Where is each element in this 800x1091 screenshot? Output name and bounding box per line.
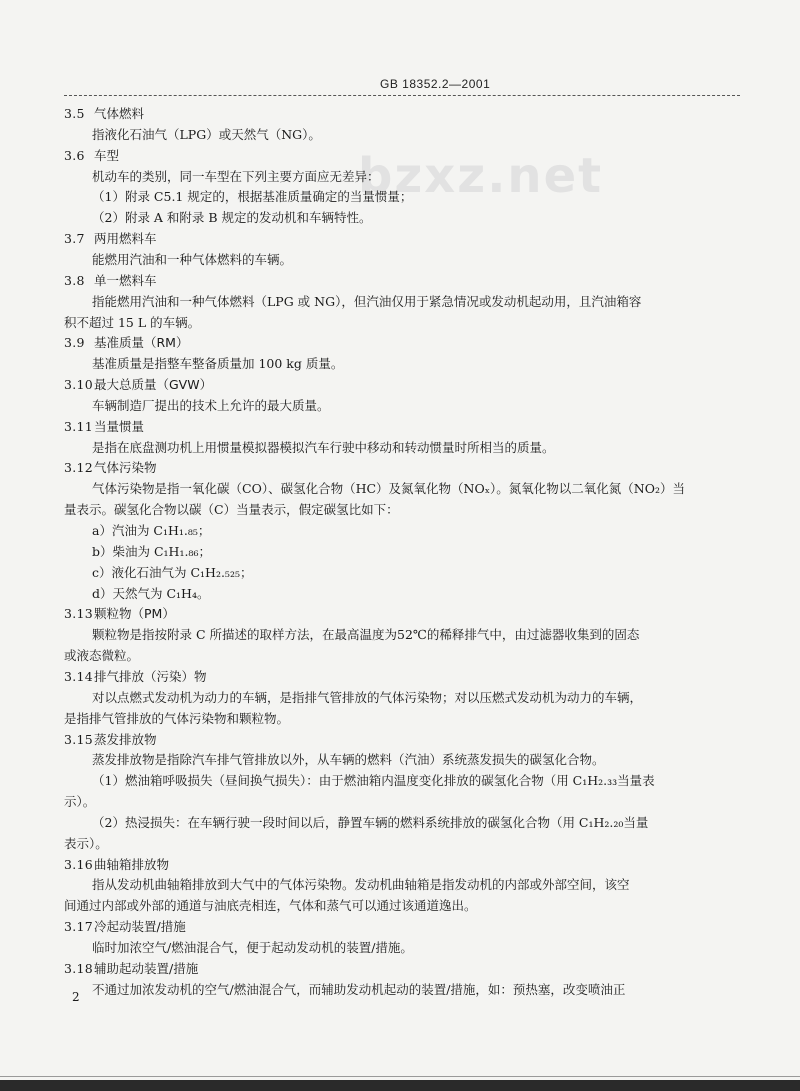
section-title: 气体燃料: [94, 106, 145, 121]
paragraph-line: 基准质量是指整车整备质量加 100 kg 质量。: [92, 356, 344, 372]
paragraph-line: 能燃用汽油和一种气体燃料的车辆。: [92, 251, 293, 267]
paragraph-line: 示）。: [64, 794, 96, 810]
paragraph-line: 颗粒物是指按附录 C 所描述的取样方法，在最高温度为52℃的稀释排气中，由过滤器收集到的固态: [92, 627, 640, 643]
section-number: 3.14: [64, 668, 94, 684]
section-heading: [64, 145, 764, 167]
section-number: 3.5: [64, 106, 85, 121]
section-title: 蒸发排放物: [94, 731, 157, 747]
paragraph-line: 临时加浓空气/燃油混合气，便于起动发动机的装置/措施。: [92, 940, 413, 955]
section-title: 当量惯量: [94, 418, 145, 434]
paragraph-line: 对以点燃式发动机为动力的车辆，是指排气管排放的气体污染物；对以压燃式发动机为动力的车辆，: [92, 689, 643, 705]
section-title: 基准质量（RM）: [94, 335, 189, 351]
paragraph-line: 机动车的类别，同一车型在下列主要方面应无差异：: [92, 168, 380, 184]
section-number: 3.13: [64, 606, 94, 622]
section-title: 排气排放（污染）物: [94, 668, 207, 684]
paragraph-line: （2）附录 A 和附录 B 规定的发动机和车辆特性。: [92, 210, 372, 226]
section-heading: [64, 854, 764, 876]
section-title: 冷起动装置/措施: [94, 919, 186, 935]
section-number: 3.18: [64, 960, 94, 976]
section-title: 两用燃料车: [94, 231, 157, 247]
section-heading: [64, 729, 764, 751]
section-heading: [64, 958, 764, 980]
section-heading: [64, 666, 764, 688]
standard-code: GB 18352.2—2001: [380, 77, 491, 91]
paragraph-line: 是指排气管排放的气体污染物和颗粒物。: [64, 710, 290, 726]
section-heading: [64, 374, 764, 396]
section-title: 单一燃料车: [94, 272, 157, 288]
section-number: 3.17: [64, 919, 94, 935]
paragraph-line: 是指在底盘测功机上用惯量模拟器模拟汽车行驶中移动和转动惯量时所相当的质量。: [92, 439, 555, 455]
page-header: [64, 73, 740, 96]
section-title: 最大总质量（GVW）: [94, 377, 213, 393]
paragraph-line: 蒸发排放物是指除汽车排气管排放以外，从车辆的燃料（汽油）系统蒸发损失的碳氢化合物。: [92, 752, 605, 768]
paragraph-line: 指从发动机曲轴箱排放到大气中的气体污染物。发动机曲轴箱是指发动机的内部或外部空间，该空: [92, 877, 630, 893]
paragraph-line: b）柴油为 C₁H₁.₈₆；: [92, 543, 211, 559]
paragraph-line: 指能燃用汽油和一种气体燃料（LPG 或 NG），但汽油仅用于紧急情况或发动机起动用，且汽油箱容: [92, 293, 642, 309]
section-heading: [64, 457, 764, 479]
section-heading: [64, 416, 764, 438]
paragraph-line: （2）热浸损失：在车辆行驶一段时间以后，静置车辆的燃料系统排放的碳氢化合物（用 C₁H₂.₂₀当量: [92, 814, 649, 830]
section-title: 颗粒物（PM）: [94, 606, 175, 622]
paragraph-line: 积不超过 15 L 的车辆。: [64, 314, 201, 330]
section-heading: [64, 103, 764, 125]
paragraph-line: 车辆制造厂提出的技术上允许的最大质量。: [92, 397, 330, 413]
section-heading: [64, 270, 764, 292]
section-title: 曲轴箱排放物: [94, 856, 170, 872]
section-number: 3.9: [64, 335, 85, 351]
scan-bottom-edge: [0, 1080, 800, 1091]
section-title: 辅助起动装置/措施: [94, 960, 199, 976]
paragraph-line: 间通过内部或外部的通道与油底壳相连，气体和蒸气可以通过该通道逸出。: [64, 898, 477, 914]
section-number: 3.6: [64, 147, 85, 163]
section-number: 3.7: [64, 231, 85, 247]
section-number: 3.15: [64, 731, 94, 747]
section-title: 气体污染物: [94, 460, 157, 476]
scan-edge-line: [0, 1076, 800, 1077]
page-number: 2: [72, 990, 80, 1004]
section-number: 3.8: [64, 272, 85, 288]
section-heading: [64, 332, 764, 354]
section-heading: [64, 603, 764, 625]
paragraph-line: d）天然气为 C₁H₄。: [92, 585, 210, 601]
paragraph-line: 不通过加浓发动机的空气/燃油混合气，而辅助发动机起动的装置/措施，如：预热塞，改变喷油正: [92, 981, 626, 997]
section-number: 3.10: [64, 377, 94, 393]
section-heading: [64, 916, 764, 938]
section-number: 3.16: [64, 856, 94, 872]
paragraph-line: 表示）。: [64, 835, 108, 851]
paragraph-line: c）液化石油气为 C₁H₂.₅₂₅；: [92, 564, 253, 580]
paragraph-line: （1）燃油箱呼吸损失（昼间换气损失）：由于燃油箱内温度变化排放的碳氢化合物（用 C₁H₂.₃₃当量表: [92, 773, 655, 789]
paragraph-line: a）汽油为 C₁H₁.₈₅；: [92, 523, 211, 538]
section-number: 3.11: [64, 418, 94, 434]
paragraph-line: 气体污染物是指一氧化碳（CO）、碳氢化合物（HC）及氮氧化物（NOₓ）。氮氧化物以二氧化氮（NO₂）当: [92, 481, 685, 497]
watermark: bzxz.net: [358, 148, 604, 204]
section-number: 3.12: [64, 460, 94, 476]
paragraph-line: 指液化石油气（LPG）或天然气（NG）。: [92, 126, 321, 142]
paragraph-line: 量表示。碳氢化合物以碳（C）当量表示，假定碳氢比如下：: [64, 502, 399, 518]
section-heading: [64, 228, 764, 250]
paragraph-line: 或液态微粒。: [64, 648, 140, 664]
paragraph-line: （1）附录 C5.1 规定的，根据基准质量确定的当量惯量；: [92, 189, 413, 205]
section-title: 车型: [94, 147, 120, 163]
